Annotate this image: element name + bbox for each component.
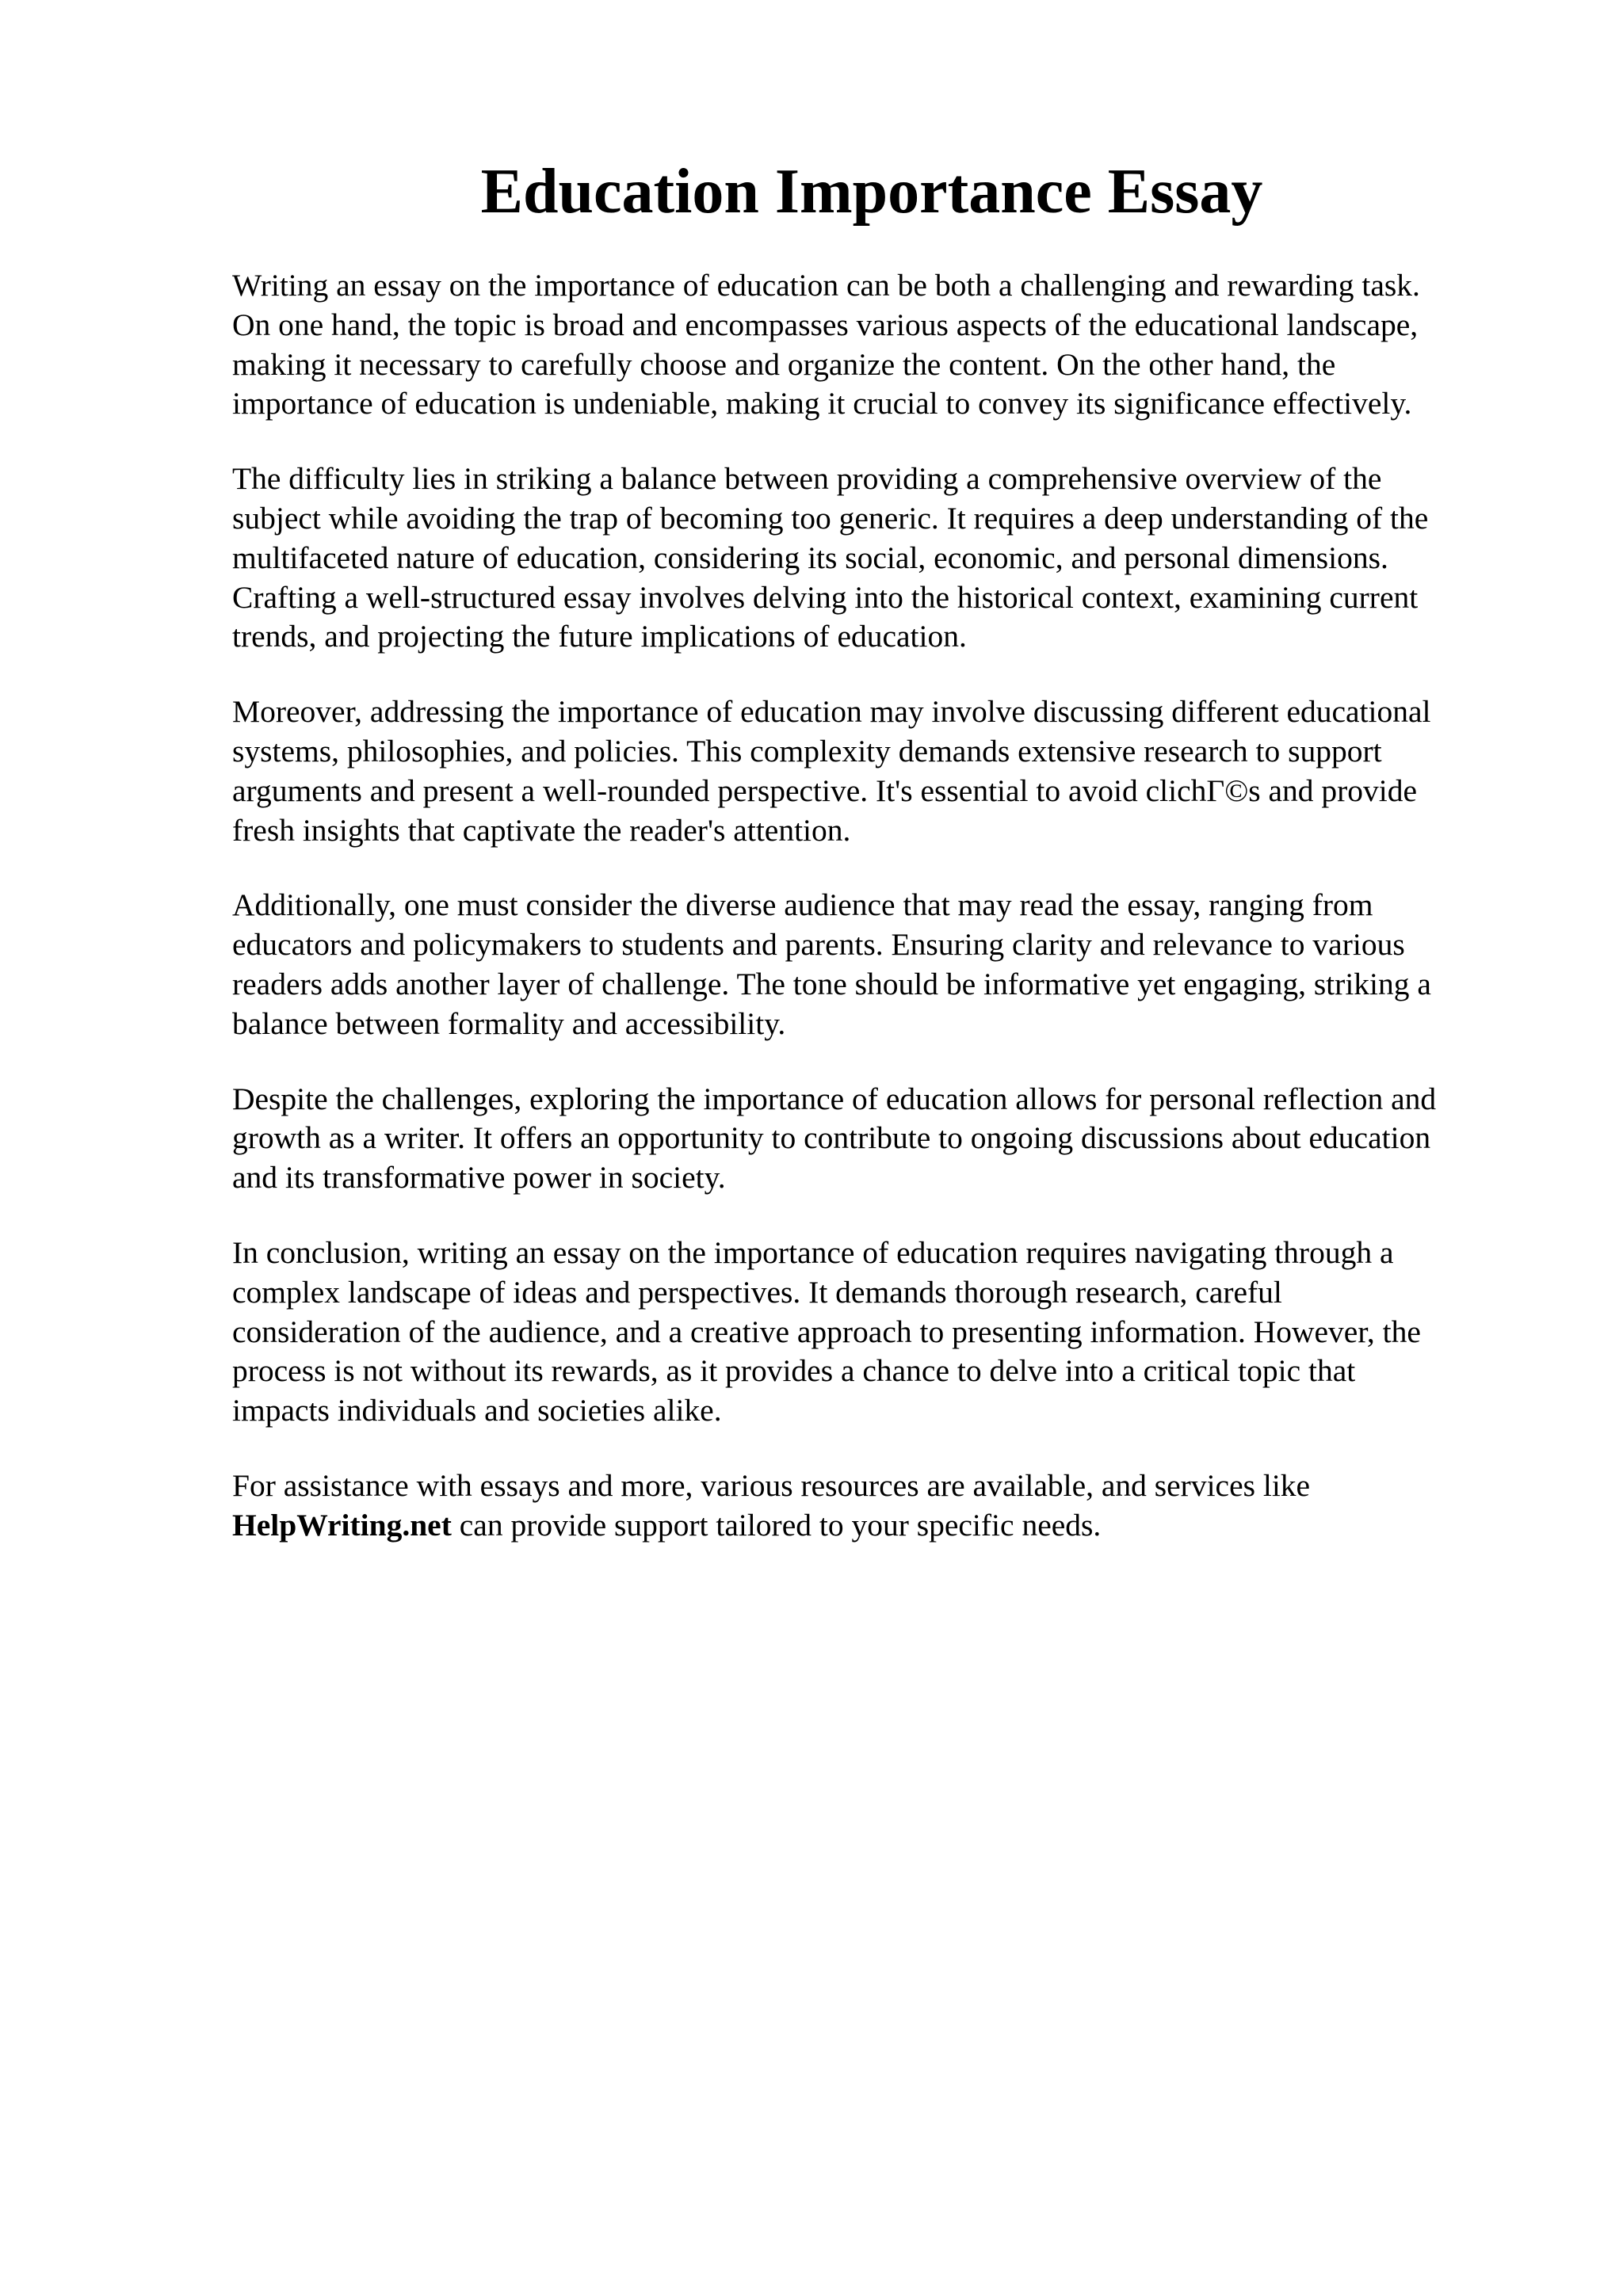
- paragraph-line: multifaceted nature of education, considering its social, economic, and personal dimensions.: [232, 540, 1388, 575]
- paragraph-challenges: [232, 1080, 1516, 1198]
- paragraph-line: process is not without its rewards, as it provides a chance to delve into a critical topic that: [232, 1353, 1356, 1389]
- paragraph-line: balance between formality and accessibility.: [232, 1005, 786, 1041]
- document-body: [232, 266, 1516, 1581]
- paragraph-intro: [232, 266, 1516, 424]
- closing-text: can provide support tailored to your specific needs.: [451, 1507, 1102, 1543]
- paragraph-line: complex landscape of ideas and perspectives. It demands thorough research, careful: [232, 1274, 1282, 1310]
- paragraph-closing: [232, 1466, 1516, 1546]
- paragraph-line: [232, 1506, 1516, 1546]
- paragraph-conclusion: [232, 1234, 1516, 1431]
- paragraph-line: Moreover, addressing the importance of education may involve discussing different educational: [232, 694, 1431, 730]
- paragraph-line: Despite the challenges, exploring the importance of education allows for personal reflection and: [232, 1081, 1437, 1116]
- paragraph-line: Writing an essay on the importance of education can be both a challenging and rewarding task.: [232, 268, 1420, 303]
- paragraph-line: growth as a writer. It offers an opportunity to contribute to ongoing discussions about education: [232, 1120, 1431, 1156]
- paragraph-line: Additionally, one must consider the diverse audience that may read the essay, ranging from: [232, 887, 1373, 923]
- paragraph-line: impacts individuals and societies alike.: [232, 1393, 722, 1428]
- paragraph-line: On one hand, the topic is broad and encompasses various aspects of the educational landscape,: [232, 307, 1419, 342]
- paragraph-line: consideration of the audience, and a creative approach to presenting information. However, the: [232, 1314, 1421, 1349]
- paragraph-line: The difficulty lies in striking a balance between providing a comprehensive overview of the: [232, 461, 1382, 497]
- paragraph-difficulty: [232, 460, 1516, 657]
- document-title: Education Importance Essay: [480, 157, 1263, 227]
- paragraph-line: importance of education is undeniable, making it crucial to convey its significance effectively.: [232, 386, 1412, 421]
- paragraph-line: arguments and present a well-rounded perspective. It's essential to avoid clichΓ©s and provide: [232, 772, 1418, 808]
- paragraph-line: trends, and projecting the future implications of education.: [232, 619, 967, 654]
- paragraph-moreover: [232, 692, 1516, 850]
- paragraph-line: Crafting a well-structured essay involves delving into the historical context, examining current: [232, 579, 1419, 615]
- paragraph-line: systems, philosophies, and policies. This complexity demands extensive research to support: [232, 733, 1382, 769]
- paragraph-line: educators and policymakers to students and parents. Ensuring clarity and relevance to various: [232, 927, 1405, 963]
- paragraph-line: For assistance with essays and more, various resources are available, and services like: [232, 1467, 1311, 1503]
- paragraph-line: and its transformative power in society.: [232, 1160, 726, 1196]
- brand-name: HelpWriting.net: [232, 1507, 452, 1543]
- paragraph-audience: [232, 886, 1516, 1043]
- paragraph-line: fresh insights that captivate the reader's attention.: [232, 812, 851, 848]
- paragraph-line: subject while avoiding the trap of becoming too generic. It requires a deep understanding of the: [232, 500, 1429, 536]
- paragraph-line: readers adds another layer of challenge. The tone should be informative yet engaging, striking a: [232, 966, 1431, 1001]
- paragraph-line: making it necessary to carefully choose and organize the content. On the other hand, the: [232, 346, 1336, 382]
- paragraph-line: In conclusion, writing an essay on the importance of education requires navigating through a: [232, 1234, 1394, 1270]
